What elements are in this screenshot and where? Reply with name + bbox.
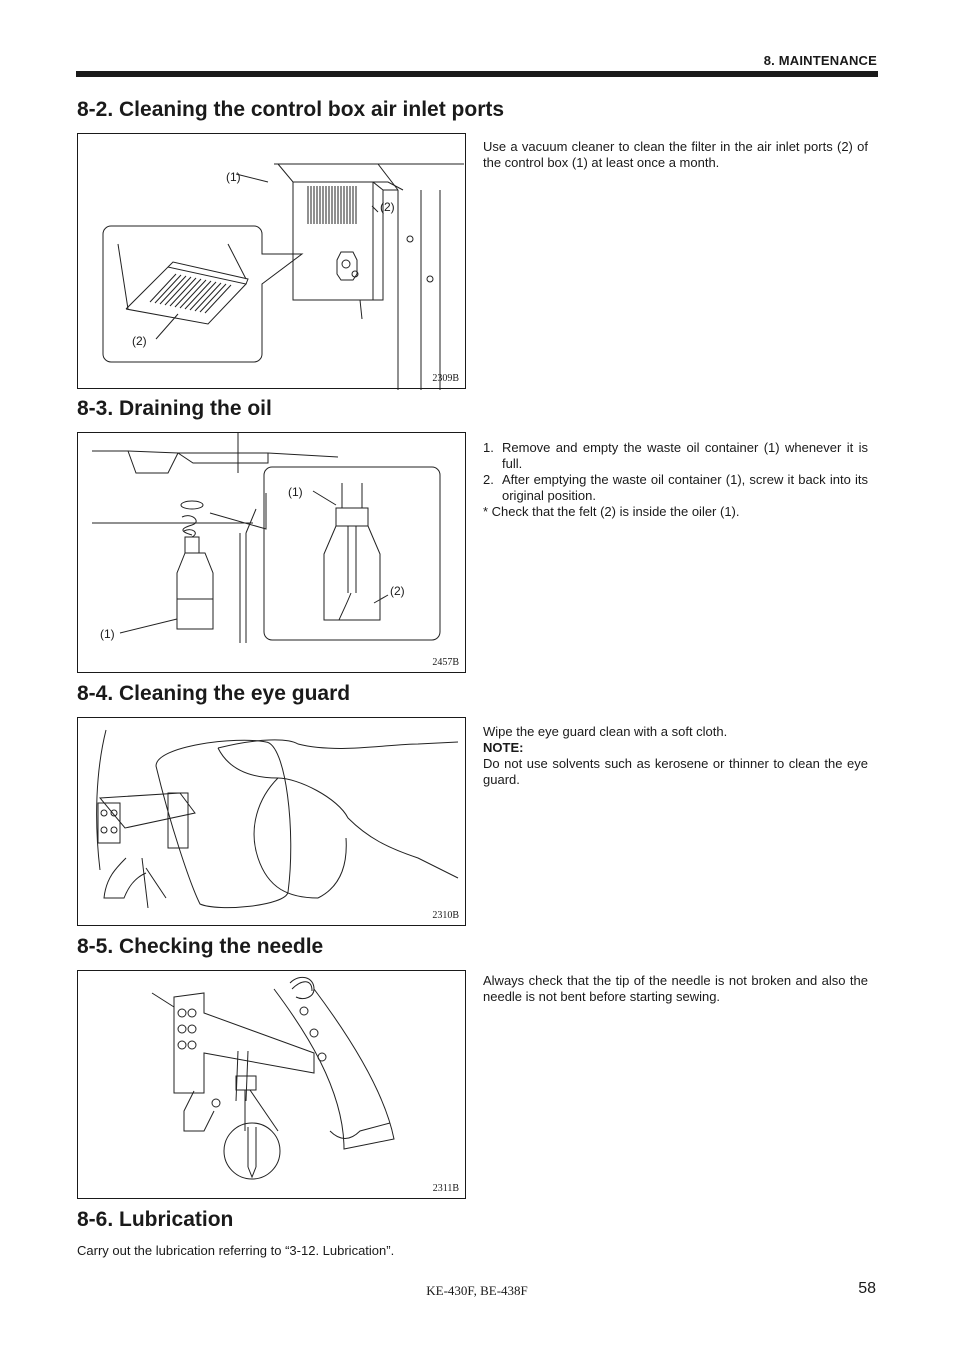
figure-eye-guard: [77, 717, 466, 926]
list-item: 2. After emptying the waste oil container (1), screw it back into its original position.: [483, 472, 868, 503]
instruction-text-8-4: [483, 724, 868, 788]
lubrication-text: Carry out the lubrication referring to “3-12. Lubrication”.: [77, 1243, 395, 1258]
section-header: 8. MAINTENANCE: [763, 53, 877, 68]
paragraph: Always check that the tip of the needle is not broken and also the needle is not bent before starting sewing.: [483, 973, 868, 1004]
footer-model: KE-430F, BE-438F: [426, 1283, 528, 1298]
section-title-8-4: 8-4. Cleaning the eye guard: [77, 682, 351, 705]
paragraph: Wipe the eye guard clean with a soft cloth.: [483, 724, 728, 739]
callout-felt: (2): [390, 584, 405, 598]
figure-control-box: [77, 133, 466, 389]
needle-illustration: [78, 971, 467, 1200]
callout-container-detail: (1): [288, 485, 303, 499]
figure-oil-container: [77, 432, 466, 673]
paragraph: Use a vacuum cleaner to clean the filter in the air inlet ports (2) of the control box (1) at least once a month.: [483, 139, 868, 170]
page-number: 58: [858, 1280, 876, 1297]
callout-control-box: (1): [226, 170, 241, 184]
section-title-8-3: 8-3. Draining the oil: [77, 397, 272, 420]
figure-code: 2309B: [432, 373, 459, 384]
figure-needle: [77, 970, 466, 1199]
control-box-illustration: [78, 134, 467, 390]
figure-code: 2311B: [432, 1183, 459, 1194]
figure-code: 2457B: [432, 657, 459, 668]
eye-guard-illustration: [78, 718, 467, 927]
instruction-text-8-2: [483, 139, 868, 171]
figure-code: 2310B: [432, 910, 459, 921]
oil-container-illustration: [78, 433, 467, 674]
note-text: Do not use solvents such as kerosene or thinner to clean the eye guard.: [483, 756, 868, 787]
section-title-8-5: 8-5. Checking the needle: [77, 935, 324, 958]
section-title-8-6: 8-6. Lubrication: [77, 1208, 234, 1231]
note-label: NOTE:: [483, 740, 524, 755]
step-list: [483, 440, 868, 504]
list-item: 1. Remove and empty the waste oil container (1) whenever it is full.: [483, 440, 868, 471]
callout-waste-oil-container: (1): [100, 627, 115, 641]
instruction-text-8-3: [483, 440, 868, 520]
instruction-text-8-5: [483, 973, 868, 1005]
callout-inlet-port: (2): [380, 200, 395, 214]
section-title-8-2: 8-2. Cleaning the control box air inlet ports: [77, 98, 505, 121]
header-rule: [76, 71, 878, 77]
callout-inlet-port-detail: (2): [132, 334, 147, 348]
check-note: * Check that the felt (2) is inside the oiler (1).: [483, 504, 740, 519]
